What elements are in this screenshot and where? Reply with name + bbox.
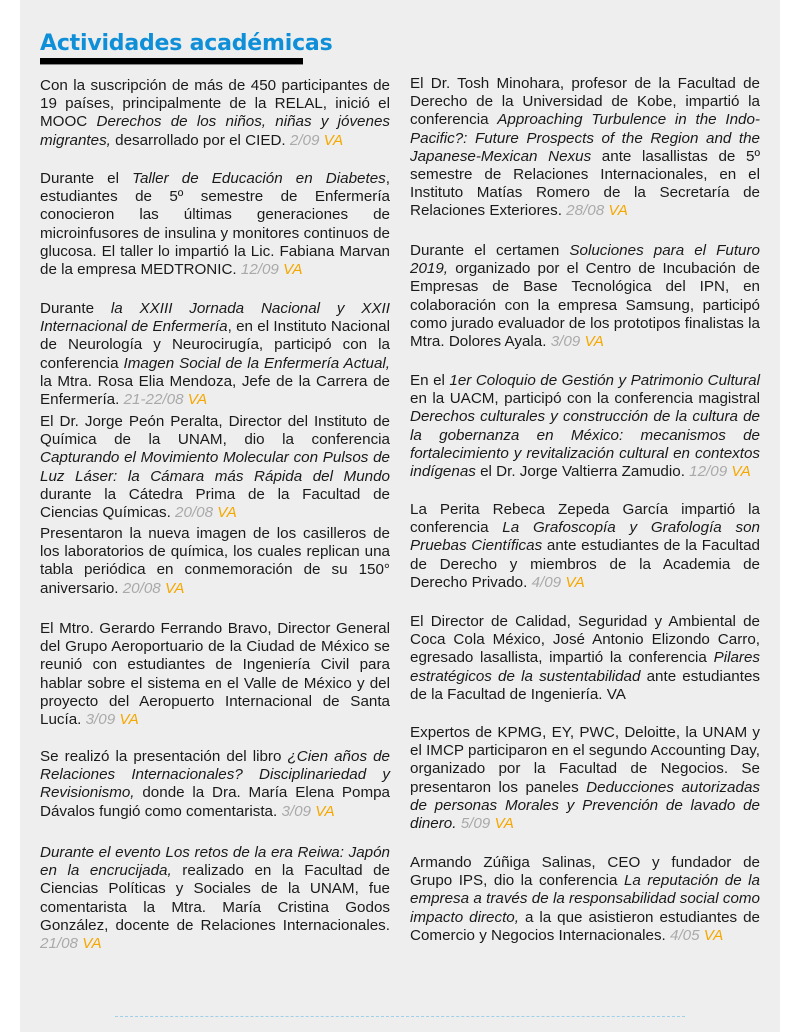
news-item-text: a la que asistieron estudiantes de Comercio y Negocios Internacionales. (410, 908, 761, 944)
news-item-text: El Dr. Tosh Minohara, profesor de la Facultad de Derecho de la Universidad de Kobe, impartió la conferencia (410, 75, 760, 129)
news-item (410, 372, 760, 481)
news-item (40, 525, 390, 598)
news-item-date: 21-22/08 (123, 391, 188, 409)
news-item-source-tag: VA (187, 391, 208, 409)
news-item-text: el Dr. Jorge Valtierra Zamudio. (475, 463, 690, 481)
news-item-italic-text: Taller de Educación en Diabetes (132, 170, 386, 187)
news-item-source-tag: VA (606, 685, 626, 703)
news-item-date: 20/08 (175, 504, 218, 522)
news-item-date: 21/08 (40, 935, 83, 953)
news-item-source-tag: VA (82, 935, 102, 953)
news-item-date: 28/08 (566, 202, 609, 220)
news-item-source-tag: VA (608, 202, 628, 220)
news-item-text: El Director de Calidad, Seguridad y Ambiental de Coca Cola México, José Antonio Elizondo Carro, egresado lasallista, impartió la conferencia (410, 613, 760, 667)
news-item-text: Presentaron la nueva imagen de los casilleros de los laboratorios de química, los cuales replican una tabla periódica en conmemoración de su 150° aniversario. (40, 525, 390, 597)
news-item-source-tag: VA (164, 579, 185, 597)
news-item-text: El Dr. Jorge Peón Peralta, Director del Instituto de Química de la UNAM, dio la conferencia (40, 413, 390, 449)
news-item-source-tag: VA (217, 504, 237, 522)
news-item-date: 20/08 (122, 579, 165, 597)
news-item (410, 242, 760, 351)
news-item-text: la Mtra. Rosa Elia Mendoza, Jefe de la Carrera de Enfermería. (40, 372, 390, 409)
news-item-text: Durante el (40, 170, 133, 187)
news-item-text: ante lasallistas de 5º semestre de Relaciones Internacionales, en el Instituto Matías Romero de la Secretaría de Relaciones Exteriores. (410, 147, 760, 220)
news-item-source-tag: VA (494, 815, 514, 833)
news-item (40, 748, 390, 821)
news-item-date: 5/09 (460, 815, 495, 833)
news-item-italic-text: La Grafoscopía y Grafología son Pruebas Científicas (410, 519, 760, 555)
news-item-text: ante estudiantes de la Facultad de Derecho y miembros de la Academia de Derecho Privado. (410, 537, 760, 591)
news-item-source-tag: VA (315, 802, 335, 820)
news-item-text: ante estudiantes de la Facultad de Ingeniería. (410, 667, 760, 703)
news-item-text: donde la Dra. María Elena Pompa Dávalos fungió como comentarista. (40, 784, 390, 820)
news-item-source-tag: VA (283, 261, 303, 279)
news-item-date: 12/09 (689, 463, 732, 481)
news-item-italic-text: La reputación de la empresa a través de la responsabilidad social como impacto directo, (410, 872, 760, 926)
news-item-text: Durante (40, 300, 111, 317)
news-item-italic-text: Imagen Social de la Enfermería Actual, (123, 354, 390, 372)
news-item-date: 2/09 (289, 131, 324, 149)
news-item (40, 300, 390, 409)
news-item-italic-text: ¿Cien años de Relaciones Internacionales? Disciplinariedad y Revisionismo, (40, 748, 391, 802)
news-item-date: 3/09 (85, 711, 120, 729)
news-item-date: 4/05 (670, 926, 704, 944)
news-item-text: desarrollado por el CIED. (110, 131, 290, 149)
news-item (410, 724, 760, 833)
news-item-text: Se realizó la presentación del libro (40, 748, 288, 765)
news-item (40, 844, 390, 953)
news-item-date: 3/09 (550, 333, 585, 351)
news-item-date: 12/09 (240, 261, 284, 279)
news-item (40, 620, 390, 729)
title-underline (40, 58, 303, 64)
news-item-text: Expertos de KPMG, EY, PWC, Deloitte, la UNAM y el IMCP participaron en el segundo Accounting Day, organizado por la Facultad de Negocios. Se presentaron los paneles (410, 724, 760, 796)
news-item-source-tag: VA (323, 131, 344, 149)
news-item-date: 4/09 (531, 573, 566, 591)
news-item-italic-text: la XXIII Jornada Nacional y XXII Internacional de Enfermería (40, 300, 390, 336)
news-item-text: Armando Zúñiga Salinas, CEO y fundador de Grupo IPS, dio la conferencia (410, 854, 760, 890)
news-item-italic-text: Approaching Turbulence in the Indo-Pacific?: Future Prospects of the Region and the Japanese-Mexican Nexus (410, 111, 760, 165)
news-item-source-tag: VA (565, 573, 585, 591)
news-item (410, 854, 760, 945)
section-title: Actividades académicas (40, 31, 333, 56)
news-item-text: En el (410, 372, 450, 389)
news-item (410, 75, 760, 221)
news-item (410, 501, 760, 592)
news-item (410, 613, 760, 704)
news-item-italic-text: Deducciones autorizadas de personas Morales y Prevención de lavado de dinero. (410, 778, 760, 833)
news-item-text: Con la suscripción de más de 450 participantes de 19 países, principalmente de la RELAL, inició el MOOC (40, 77, 390, 131)
news-item-italic-text: Soluciones para el Futuro 2019, (410, 242, 760, 278)
news-item-italic-text: Pilares estratégicos de la sustentabilidad (410, 649, 760, 685)
news-item-italic-text: Derechos culturales y construcción de la cultura de la gobernanza en México: mecanismos de fortalecimiento y revitalización cultural en contextos indígenas (410, 408, 760, 481)
news-item-italic-text: Durante el evento Los retos de la era Reiwa: Japón en la encrucijada, (40, 844, 390, 880)
news-item-italic-text: Derechos de los niños, niñas y jóvenes migrantes, (40, 113, 390, 149)
news-item-text: organizado por el Centro de Incubación de Empresas de Base Tecnológica del IPN, en colaboración con la empresa Samsung, participó como jurado evaluador de los prototipos finalistas la Mtra. Dolores Ayala. (410, 260, 760, 351)
news-item-source-tag: VA (703, 926, 724, 944)
news-item (40, 170, 390, 279)
news-item (40, 77, 390, 150)
news-item-italic-text: 1er Coloquio de Gestión y Patrimonio Cultural (449, 372, 760, 389)
news-item-italic-text: Capturando el Movimiento Molecular con Pulsos de Luz Láser: la Cámara más Rápida del Mundo (40, 449, 390, 485)
news-item-source-tag: VA (119, 711, 139, 729)
news-item-text: La Perita Rebeca Zepeda García impartió la conferencia (410, 501, 760, 537)
news-item-text: , estudiantes de 5º semestre de Enfermería conocieron las últimas generaciones de microinfusores de insulina y monitores continuos de glucosa. El taller lo impartió la Lic. Fabiana Marvan de la empresa MEDTRONIC. (40, 170, 390, 279)
bottom-divider (115, 1016, 685, 1017)
news-item-source-tag: VA (731, 463, 751, 481)
news-item (40, 413, 390, 522)
news-item-text: El Mtro. Gerardo Ferrando Bravo, Director General del Grupo Aeroportuario de la Ciudad de México se reunió con estudiantes de Ingeniería Civil para hablar sobre el sistema en el Valle de México y del proyecto del Aeropuerto Internacional de Santa Lucía. (40, 620, 390, 729)
news-item-text: en la UACM, participó con la conferencia magistral (410, 390, 760, 408)
news-item-text: Durante el certamen (410, 242, 570, 259)
news-item-text: , en el Instituto Nacional de Neurología y Neurocirugía, participó con la conferencia (40, 318, 390, 372)
news-item-text: realizado en la Facultad de Ciencias Políticas y Sociales de la UNAM, fue comentarista la Mtra. María Cristina Godos González, docente de Relaciones Internacionales. (40, 862, 391, 934)
news-item-date: 3/09 (281, 802, 316, 820)
news-item-text: durante la Cátedra Prima de la Facultad de Ciencias Químicas. (40, 485, 390, 522)
news-item-source-tag: VA (584, 333, 604, 351)
